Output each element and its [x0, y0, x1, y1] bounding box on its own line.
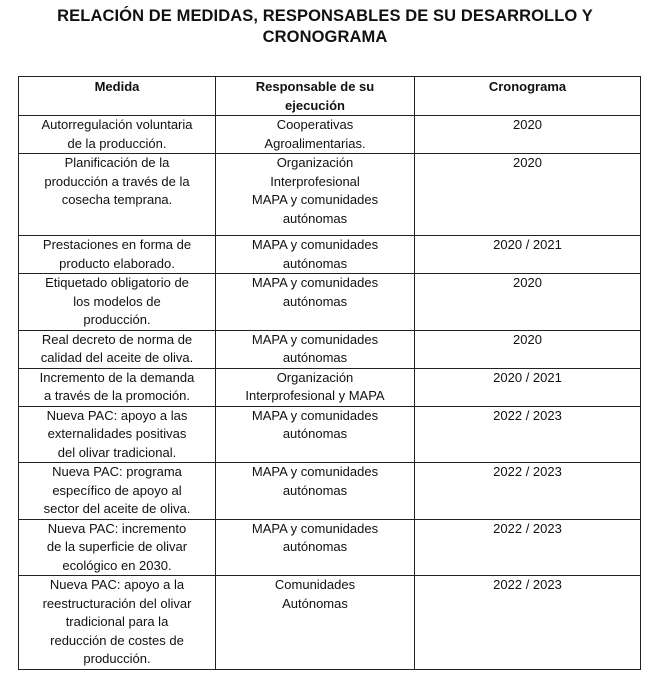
cell-responsable: Organización Interprofesional MAPA y comunidades autónomas	[216, 154, 415, 236]
cell-medida: Nueva PAC: apoyo a la reestructuración del olivar tradicional para la reducción de costes de producción.	[19, 576, 216, 670]
cell-medida: Nueva PAC: incremento de la superficie de olivar ecológico en 2030.	[19, 519, 216, 576]
cell-responsable: MAPA y comunidades autónomas	[216, 463, 415, 520]
cell-medida: Real decreto de norma de calidad del aceite de oliva.	[19, 330, 216, 368]
cell-responsable: MAPA y comunidades autónomas	[216, 274, 415, 331]
table-row	[19, 154, 641, 236]
table-row	[19, 463, 641, 520]
cell-responsable: Cooperativas Agroalimentarias.	[216, 116, 415, 154]
document-title	[0, 6, 650, 48]
cell-responsable: Organización Interprofesional y MAPA	[216, 368, 415, 406]
table-row	[19, 274, 641, 331]
cell-medida: Nueva PAC: apoyo a las externalidades positivas del olivar tradicional.	[19, 406, 216, 463]
header-responsable: Responsable de su ejecución	[216, 77, 415, 116]
cell-medida: Etiquetado obligatorio de los modelos de producción.	[19, 274, 216, 331]
cell-responsable: MAPA y comunidades autónomas	[216, 519, 415, 576]
table-row	[19, 519, 641, 576]
cell-medida: Prestaciones en forma de producto elaborado.	[19, 236, 216, 274]
table-row	[19, 330, 641, 368]
cell-responsable: MAPA y comunidades autónomas	[216, 236, 415, 274]
cell-cronograma: 2022 / 2023	[415, 519, 641, 576]
cell-responsable: MAPA y comunidades autónomas	[216, 330, 415, 368]
cell-cronograma: 2022 / 2023	[415, 406, 641, 463]
cell-cronograma: 2020 / 2021	[415, 368, 641, 406]
cell-responsable: MAPA y comunidades autónomas	[216, 406, 415, 463]
table-row	[19, 406, 641, 463]
header-medida: Medida	[19, 77, 216, 116]
cell-medida: Nueva PAC: programa específico de apoyo al sector del aceite de oliva.	[19, 463, 216, 520]
cell-cronograma: 2020	[415, 116, 641, 154]
table-row	[19, 116, 641, 154]
cell-cronograma: 2022 / 2023	[415, 576, 641, 670]
cell-medida: Autorregulación voluntaria de la producción.	[19, 116, 216, 154]
title-line-1: RELACIÓN DE MEDIDAS, RESPONSABLES DE SU DESARROLLO Y	[57, 7, 593, 25]
measures-table	[18, 76, 641, 670]
cell-cronograma: 2020	[415, 330, 641, 368]
cell-cronograma: 2020	[415, 274, 641, 331]
cell-cronograma: 2022 / 2023	[415, 463, 641, 520]
table-row	[19, 236, 641, 274]
cell-cronograma: 2020	[415, 154, 641, 236]
table-header-row	[19, 77, 641, 116]
table-row	[19, 576, 641, 670]
cell-medida: Incremento de la demanda a través de la promoción.	[19, 368, 216, 406]
header-cronograma: Cronograma	[415, 77, 641, 116]
title-line-2: CRONOGRAMA	[262, 28, 388, 46]
cell-cronograma: 2020 / 2021	[415, 236, 641, 274]
cell-responsable: Comunidades Autónomas	[216, 576, 415, 670]
table-row	[19, 368, 641, 406]
cell-medida: Planificación de la producción a través de la cosecha temprana.	[19, 154, 216, 236]
